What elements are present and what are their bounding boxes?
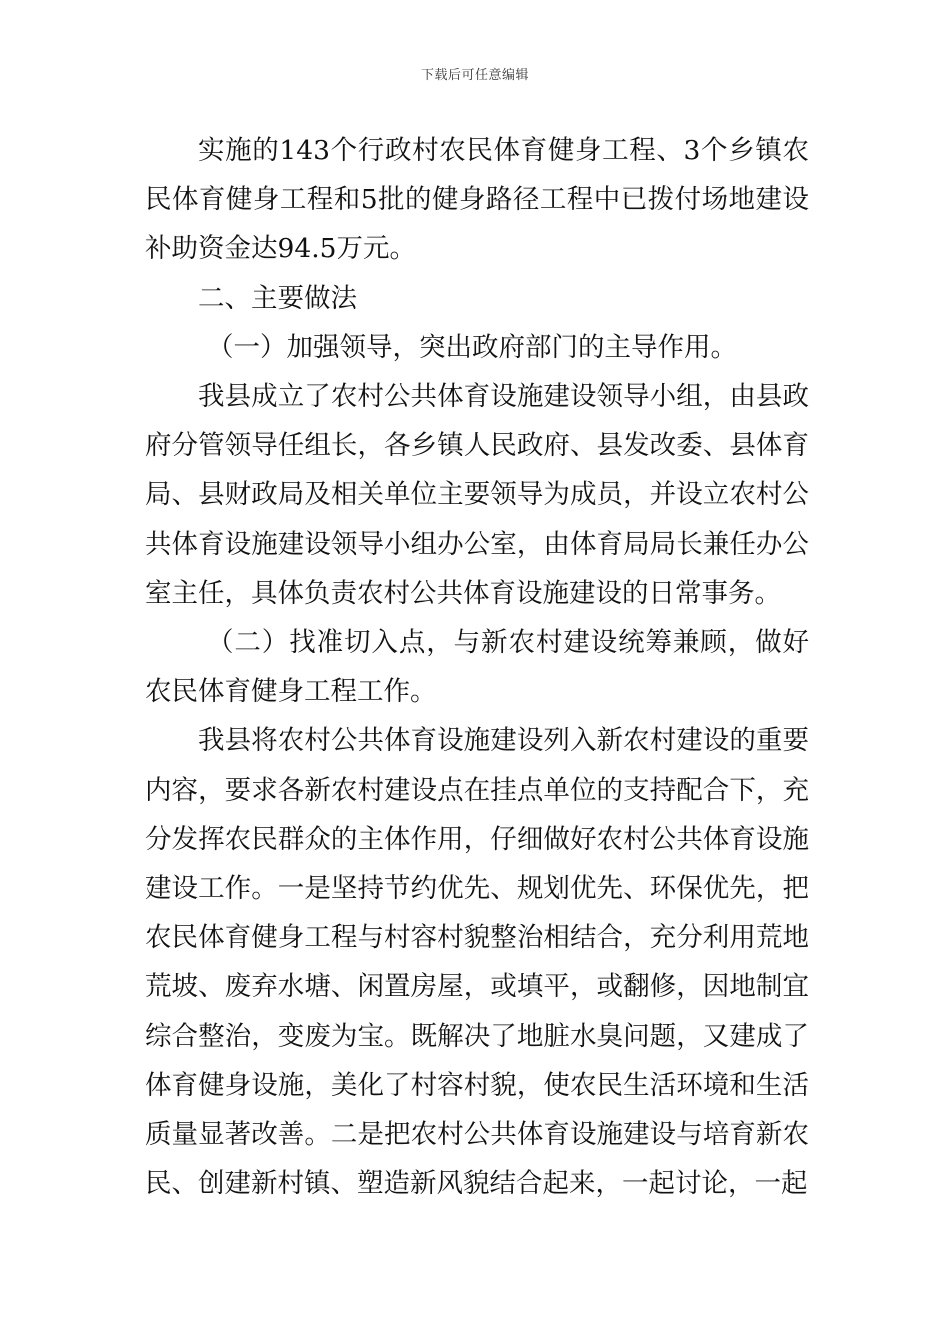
paragraph-funding: 实施的143个行政村农民体育健身工程、3个乡镇农民体育健身工程和5批的健身路径工程中已拨付场地建设补助资金达94.5万元。 (145, 135, 809, 265)
paragraph-leadership-group: 我县成立了农村公共体育设施建设领导小组，由县政府分管领导任组长，各乡镇人民政府、县发改委、县体育局、县财政局及相关单位主要领导为成员，并设立农村公共体育设施建设领导小组办公室，由体育局局长兼任办公室主任，具体负责农村公共体育设施建设的日常事务。 (145, 381, 809, 609)
subheading-entry-point: （二）找准切入点，与新农村建设统筹兼顾，做好农民体育健身工程工作。 (145, 627, 809, 708)
section-heading-main-methods: 二、主要做法 (198, 282, 357, 314)
paragraph-new-village-construction: 我县将农村公共体育设施建设列入新农村建设的重要内容，要求各新农村建设点在挂点单位的支持配合下，充分发挥农民群众的主体作用，仔细做好农村公共体育设施建设工作。一是坚持节约优先、规划优先、环保优先，把农民体育健身工程与村容村貌整治相结合，充分利用荒地荒坡、废弃水塘、闲置房屋，或填平，或翻修，因地制宜综合整治，变废为宝。既解决了地脏水臭问题，又建成了体育健身设施，美化了村容村貌，使农民生活环境和生活质量显著改善。二是把农村公共体育设施建设与培育新农民、创建新村镇、塑造新风貌结合起来，一起讨论，一起 (145, 725, 809, 1200)
document-body (145, 126, 809, 1208)
subheading-leadership: （一）加强领导，突出政府部门的主导作用。 (207, 331, 737, 363)
page-header-note: 下载后可任意编辑 (420, 68, 529, 83)
